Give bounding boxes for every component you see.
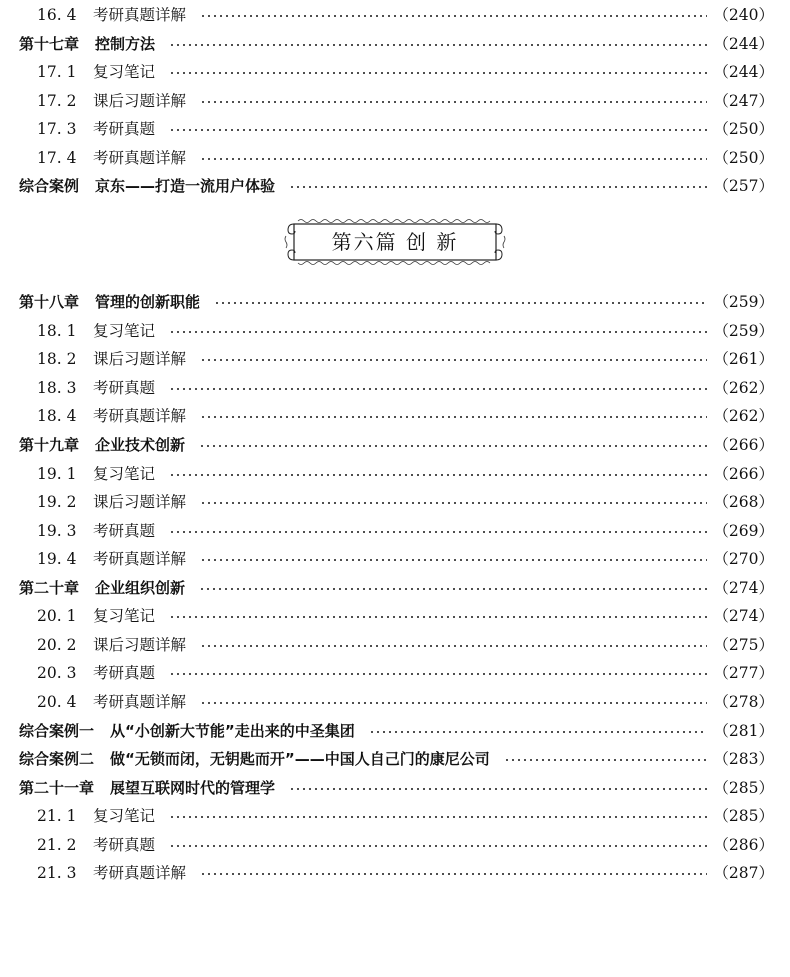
toc-entry[interactable] (0, 602, 790, 630)
toc-entry[interactable] (0, 659, 790, 687)
dot-leader (200, 645, 707, 647)
entry-number: 17. 2 (37, 92, 77, 110)
entry-page: （274） (713, 607, 774, 625)
toc-entry[interactable] (0, 717, 790, 745)
entry-page: （269） (713, 522, 774, 540)
toc-entry[interactable] (0, 745, 790, 773)
toc-entry[interactable] (0, 488, 790, 516)
entry-page: （250） (713, 120, 774, 138)
dot-leader (200, 416, 707, 418)
toc-entry[interactable] (0, 402, 790, 430)
toc-entry[interactable] (0, 317, 790, 345)
entry-page: （278） (713, 693, 774, 711)
dot-leader (169, 816, 707, 818)
toc-entry[interactable] (0, 859, 790, 887)
entry-page: （270） (713, 550, 774, 568)
entry-number: 综合案例一 (19, 722, 95, 740)
entry-number: 21. 3 (37, 864, 77, 882)
entry-page: （266） (713, 465, 774, 483)
entry-number: 综合案例二 (19, 750, 95, 768)
entry-page: （262） (713, 379, 774, 397)
dot-leader (169, 616, 707, 618)
entry-number: 16. 4 (37, 6, 77, 24)
entry-number: 17. 4 (37, 149, 77, 167)
toc-entry[interactable] (0, 545, 790, 573)
entry-page: （247） (713, 92, 774, 110)
dot-leader (169, 331, 707, 333)
entry-number: 18. 1 (37, 322, 77, 340)
entry-title: 管理的创新职能 (95, 293, 201, 311)
entry-title: 企业技术创新 (95, 436, 186, 454)
entry-number: 综合案例 (19, 177, 80, 195)
toc-entry[interactable] (0, 1, 790, 29)
entry-number: 19. 4 (37, 550, 77, 568)
entry-number: 19. 3 (37, 522, 77, 540)
entry-number: 第二十一章 (19, 779, 95, 797)
toc-entry[interactable] (0, 431, 790, 459)
toc-entry[interactable] (0, 374, 790, 402)
toc-entry[interactable] (0, 172, 790, 200)
toc-entry[interactable] (0, 144, 790, 172)
dot-leader (200, 559, 707, 561)
dot-leader (169, 673, 707, 675)
toc-entry[interactable] (0, 574, 790, 602)
entry-number: 第十九章 (19, 436, 80, 454)
entry-title: 考研真题详解 (93, 149, 187, 167)
entry-number: 18. 4 (37, 407, 77, 425)
toc-entry[interactable] (0, 517, 790, 545)
entry-number: 18. 3 (37, 379, 77, 397)
toc-entry[interactable] (0, 115, 790, 143)
dot-leader (214, 302, 707, 304)
entry-title: 考研真题 (93, 836, 156, 854)
entry-title: 考研真题详解 (93, 693, 187, 711)
entry-title: 从“小创新大节能”走出来的中圣集团 (110, 722, 355, 740)
entry-page: （275） (713, 636, 774, 654)
dot-leader (200, 702, 707, 704)
entry-title: 课后习题详解 (93, 493, 187, 511)
dot-leader (200, 359, 707, 361)
entry-title: 复习笔记 (93, 465, 156, 483)
entry-title: 京东——打造一流用户体验 (95, 177, 276, 195)
toc-entry[interactable] (0, 30, 790, 58)
entry-title: 展望互联网时代的管理学 (110, 779, 276, 797)
entry-number: 21. 1 (37, 807, 77, 825)
entry-title: 课后习题详解 (93, 350, 187, 368)
toc-entry[interactable] (0, 87, 790, 115)
dot-leader (199, 445, 707, 447)
dot-leader (169, 44, 707, 46)
entry-number: 18. 2 (37, 350, 77, 368)
dot-leader (200, 502, 707, 504)
entry-page: （240） (713, 6, 774, 24)
dot-leader (169, 845, 707, 847)
entry-number: 第二十章 (19, 579, 80, 597)
entry-page: （286） (713, 836, 774, 854)
part-title: 第六篇 创 新 (331, 230, 459, 254)
dot-leader (369, 731, 708, 733)
entry-page: （285） (713, 807, 774, 825)
entry-title: 企业组织创新 (95, 579, 186, 597)
entry-number: 19. 2 (37, 493, 77, 511)
entry-number: 19. 1 (37, 465, 77, 483)
toc-entry[interactable] (0, 802, 790, 830)
entry-title: 控制方法 (95, 35, 156, 53)
entry-page: （261） (713, 350, 774, 368)
dot-leader (289, 186, 707, 188)
entry-title: 考研真题详解 (93, 864, 187, 882)
entry-number: 第十八章 (19, 293, 80, 311)
entry-page: （277） (713, 664, 774, 682)
dot-leader (199, 588, 707, 590)
entry-page: （259） (713, 293, 774, 311)
dot-leader (200, 158, 707, 160)
entry-page: （259） (713, 322, 774, 340)
toc-entry[interactable] (0, 831, 790, 859)
toc-entry[interactable] (0, 631, 790, 659)
toc-entry[interactable] (0, 688, 790, 716)
entry-number: 20. 1 (37, 607, 77, 625)
entry-number: 17. 3 (37, 120, 77, 138)
toc-entry[interactable] (0, 345, 790, 373)
entry-title: 复习笔记 (93, 322, 156, 340)
entry-title: 考研真题 (93, 522, 156, 540)
entry-page: （287） (713, 864, 774, 882)
toc-entry[interactable] (0, 288, 790, 316)
entry-title: 考研真题 (93, 120, 156, 138)
entry-page: （283） (713, 750, 774, 768)
entry-page: （250） (713, 149, 774, 167)
entry-title: 复习笔记 (93, 63, 156, 81)
entry-title: 课后习题详解 (93, 92, 187, 110)
dot-leader (289, 788, 707, 790)
dot-leader (169, 388, 707, 390)
entry-number: 20. 3 (37, 664, 77, 682)
entry-title: 复习笔记 (93, 607, 156, 625)
dot-leader (504, 759, 708, 761)
dot-leader (169, 72, 707, 74)
dot-leader (169, 129, 707, 131)
entry-title: 考研真题详解 (93, 550, 187, 568)
entry-title: 复习笔记 (93, 807, 156, 825)
entry-title: 考研真题 (93, 664, 156, 682)
dot-leader (200, 15, 707, 17)
entry-number: 第十七章 (19, 35, 80, 53)
dot-leader (200, 101, 707, 103)
entry-title: 考研真题详解 (93, 407, 187, 425)
toc-entry[interactable] (0, 58, 790, 86)
dot-leader (169, 474, 707, 476)
toc-entry[interactable] (0, 774, 790, 802)
entry-number: 20. 4 (37, 693, 77, 711)
entry-page: （257） (713, 177, 774, 195)
entry-page: （244） (713, 63, 774, 81)
entry-page: （281） (713, 722, 774, 740)
toc-entry[interactable] (0, 460, 790, 488)
entry-number: 17. 1 (37, 63, 77, 81)
entry-page: （266） (713, 436, 774, 454)
dot-leader (169, 531, 707, 533)
entry-page: （274） (713, 579, 774, 597)
entry-number: 21. 2 (37, 836, 77, 854)
entry-title: 考研真题 (93, 379, 156, 397)
entry-title: 课后习题详解 (93, 636, 187, 654)
dot-leader (200, 873, 707, 875)
entry-number: 20. 2 (37, 636, 77, 654)
entry-title: 做“无锁而闭，无钥匙而开”——中国人自己门的康尼公司 (110, 750, 490, 768)
entry-page: （285） (713, 779, 774, 797)
entry-page: （268） (713, 493, 774, 511)
part-heading (284, 218, 506, 266)
entry-page: （244） (713, 35, 774, 53)
entry-page: （262） (713, 407, 774, 425)
entry-title: 考研真题详解 (93, 6, 187, 24)
